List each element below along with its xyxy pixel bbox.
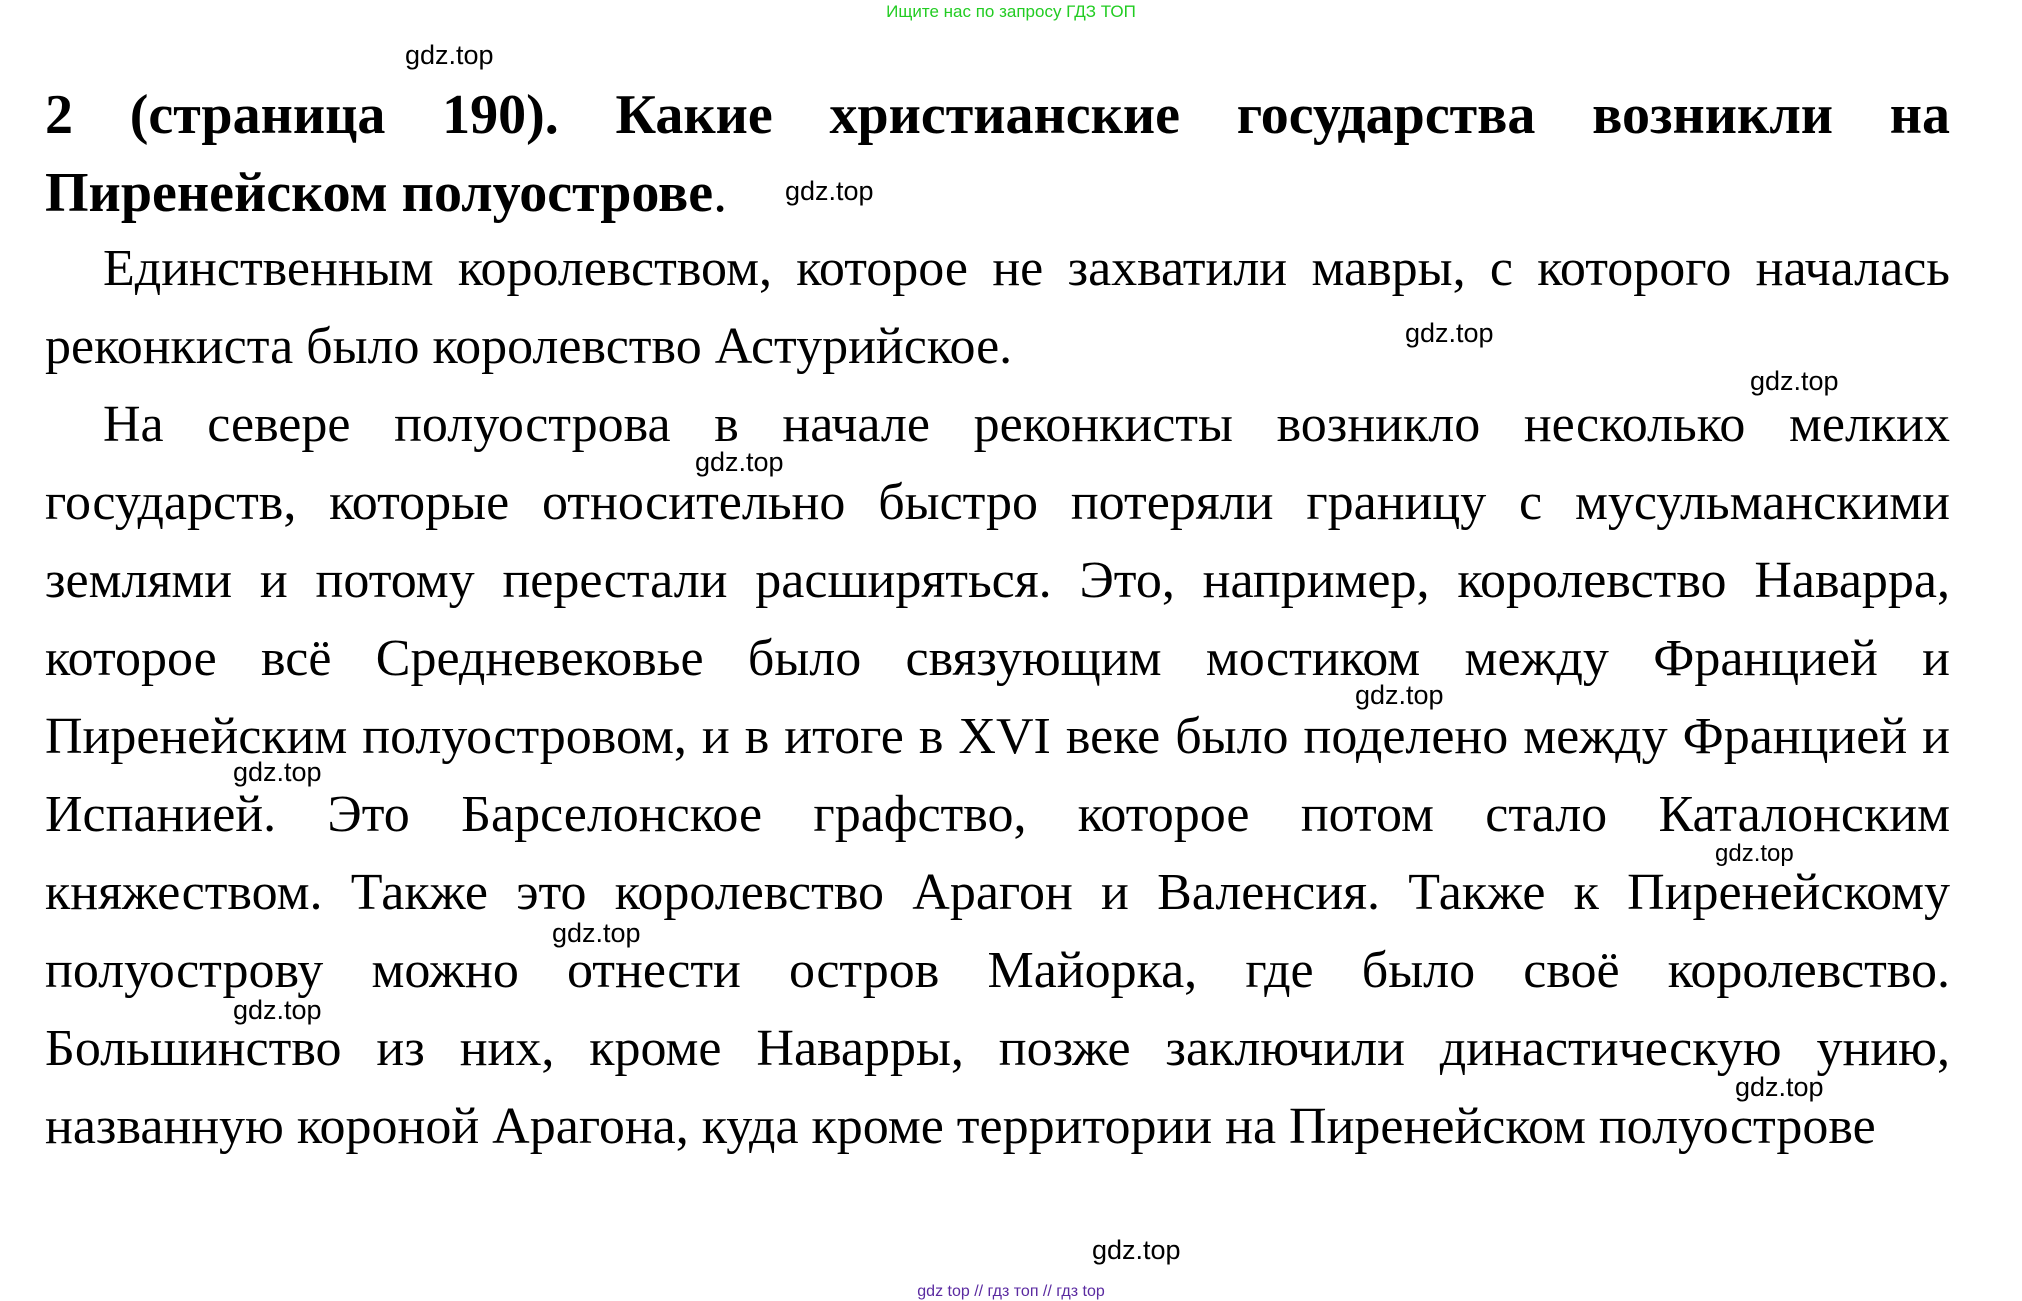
watermark: gdz.top bbox=[1735, 1072, 1824, 1102]
watermark: gdz.top bbox=[1715, 840, 1794, 867]
watermark: gdz.top bbox=[1092, 1235, 1181, 1265]
watermark: gdz.top bbox=[233, 757, 322, 787]
answer-paragraph-2: На севере полуострова в начале реконкисты возникло несколько мелких государств, которые относительно быстро потеряли границу с мусульманскими землями и потому перестали расширяться. Это, например, королевство Наварра, которое всё Средневековье было связующим мостиком между Францией и Пиренейским полуостровом, и в итоге в XVI веке было поделено между Францией и Испанией. Это Барселонское графство, которое потом стало Каталонским княжеством. Также это королевство Арагон и Валенсия. Также к Пиренейскому полуострову можно отнести остров Майорка, где было своё королевство. Большинство из них, кроме Наварры, позже заключили династическую унию, названную короной Арагона, куда кроме территории на Пиренейском полуострове bbox=[45, 396, 1950, 1155]
watermark: gdz.top bbox=[552, 918, 641, 948]
watermark: gdz.top bbox=[695, 447, 784, 477]
watermark: gdz.top bbox=[1750, 366, 1839, 396]
watermark: gdz.top bbox=[233, 995, 322, 1025]
answer-paragraph-1: Единственным королевством, которое не захватили мавры, с которого началась реконкиста было королевство Астурийское. bbox=[45, 240, 1950, 375]
watermark: gdz.top bbox=[1405, 318, 1494, 348]
question-title bbox=[45, 76, 1950, 232]
watermark: gdz.top bbox=[1355, 680, 1444, 710]
footer-links: gdz top // гдз топ // гдз top bbox=[917, 1283, 1105, 1300]
question-title-dot: . bbox=[713, 162, 728, 224]
watermark: gdz.top bbox=[785, 176, 874, 206]
watermark: gdz.top bbox=[405, 40, 494, 70]
search-hint-banner: Ищите нас по запросу ГДЗ ТОП bbox=[886, 2, 1136, 21]
question-title-text: 2 (страница 190). Какие христианские государства возникли на Пиренейском полуострове bbox=[45, 84, 1950, 224]
